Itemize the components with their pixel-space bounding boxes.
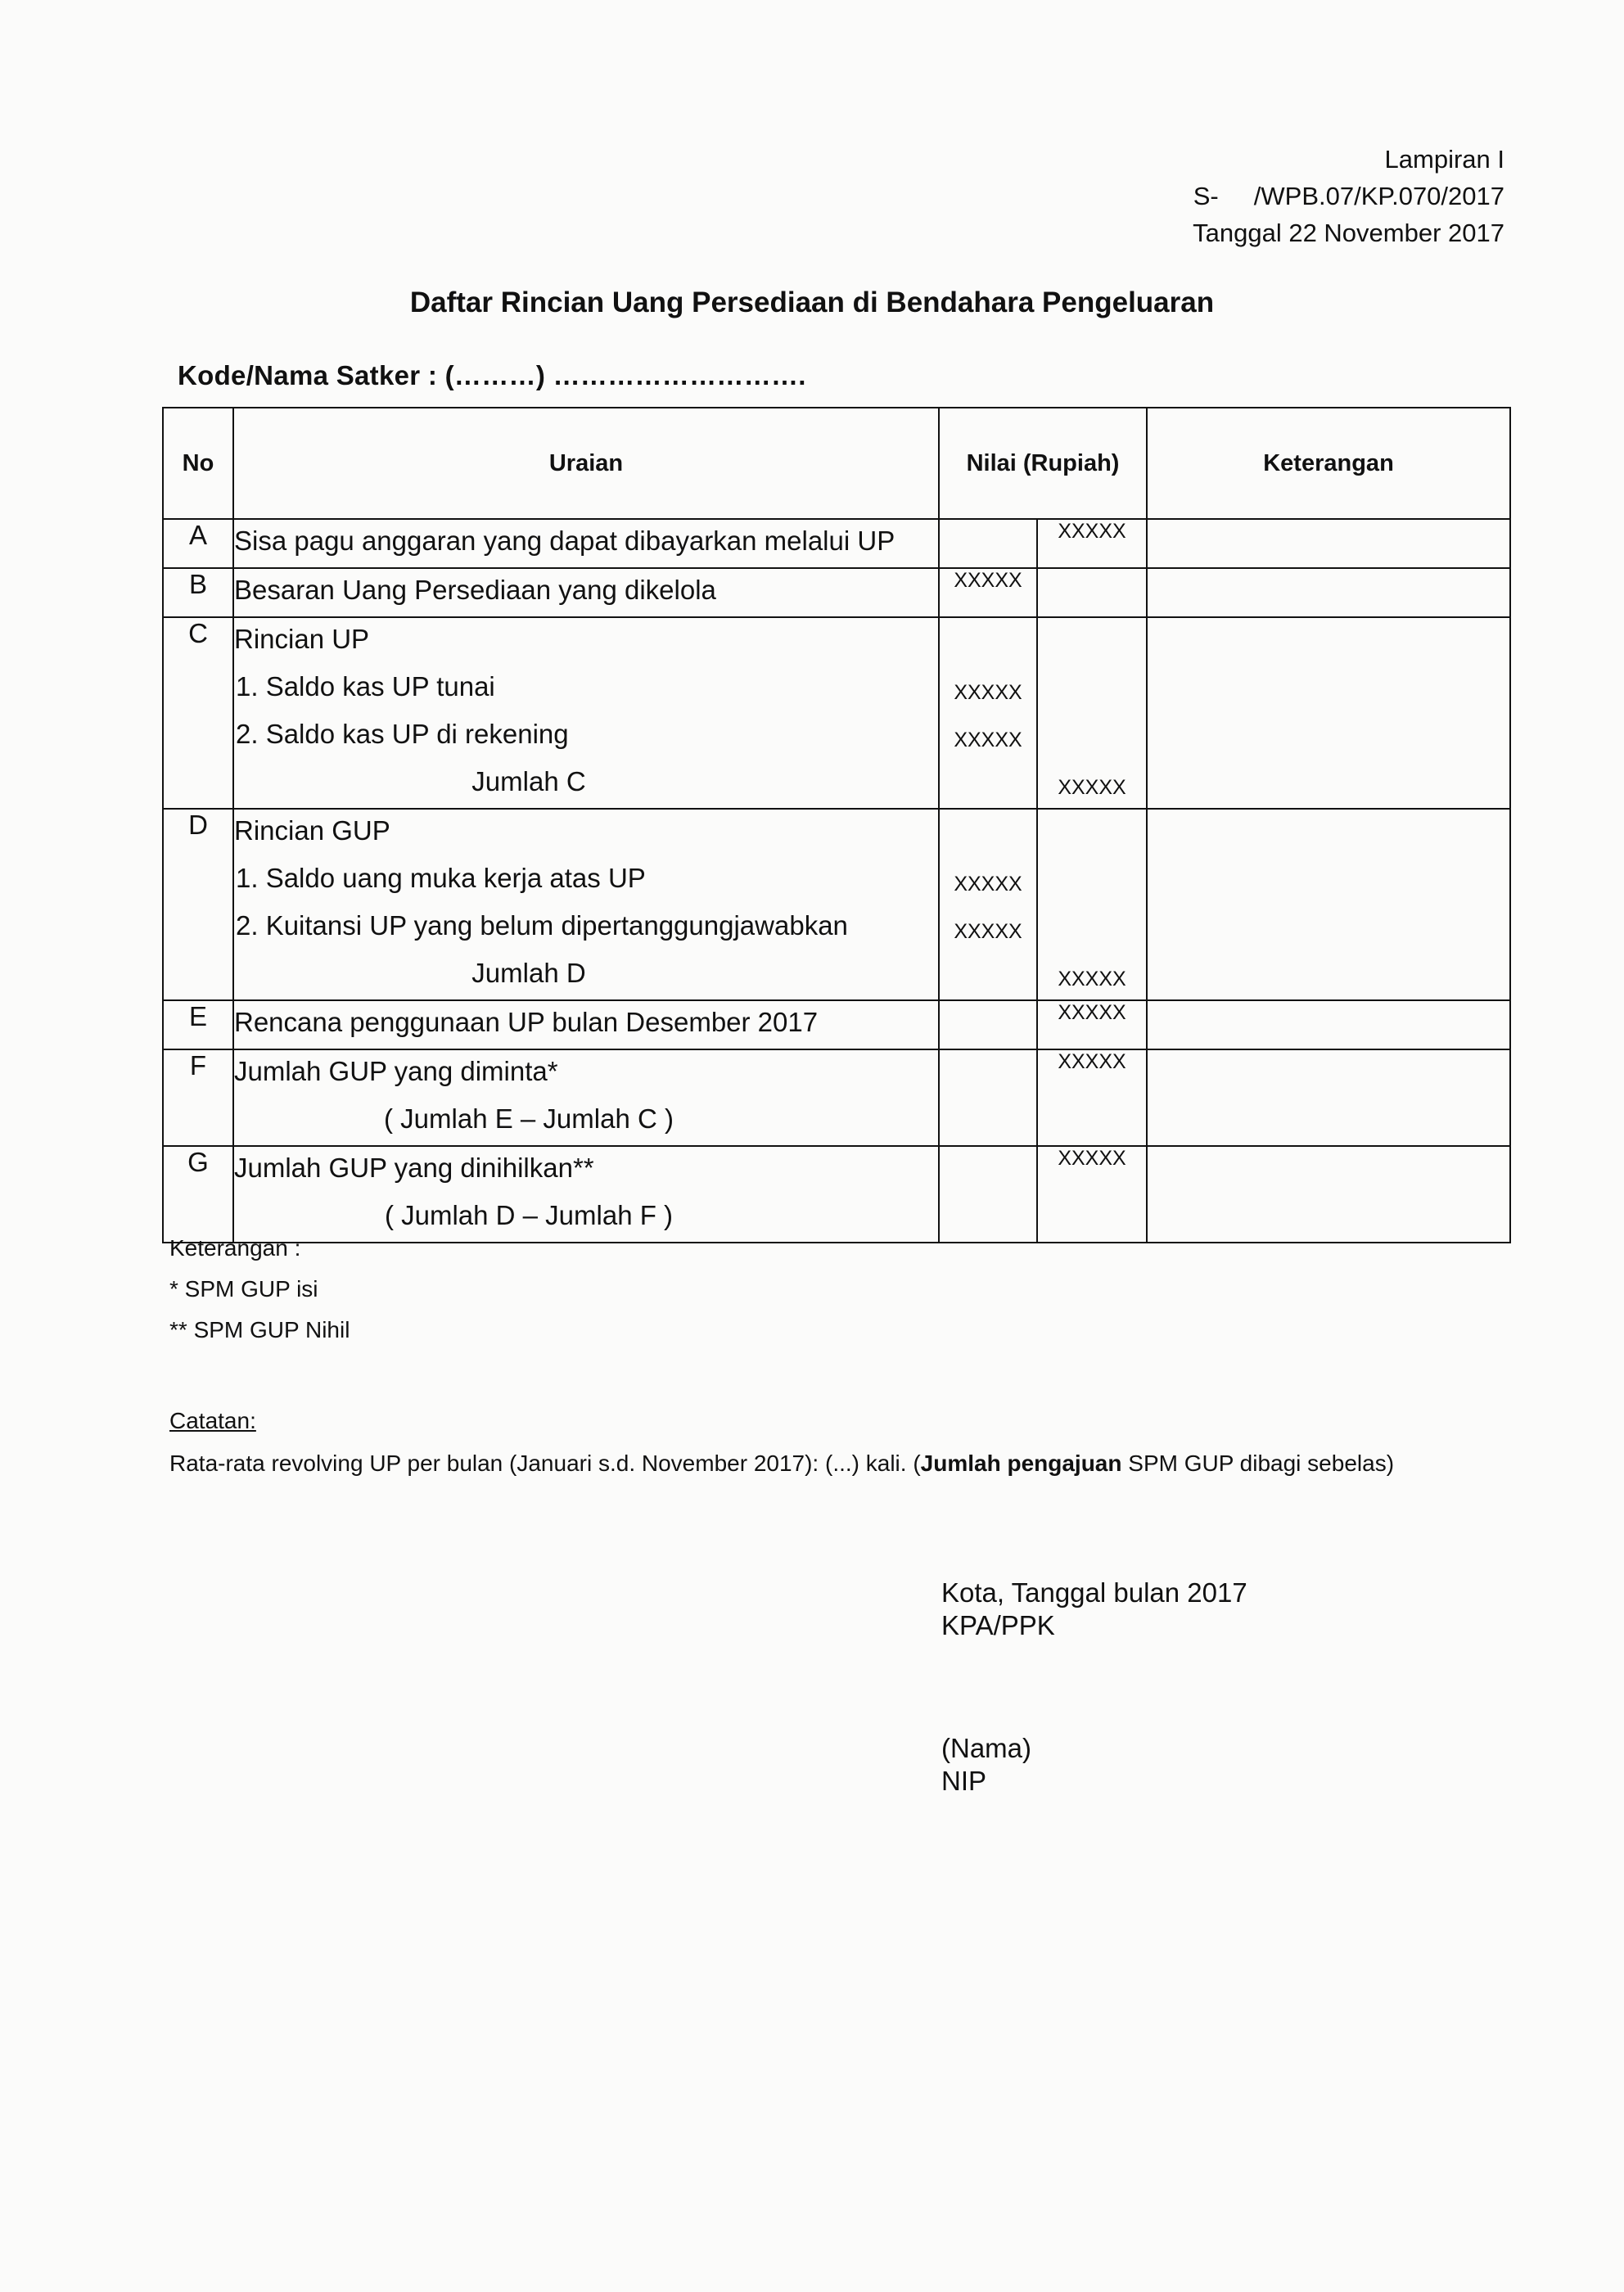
table-row bbox=[163, 1000, 1510, 1049]
catatan-text-bold: Jumlah pengajuan bbox=[920, 1451, 1122, 1476]
row-no: F bbox=[163, 1049, 233, 1146]
signature-place-date: Kota, Tanggal bulan 2017 bbox=[941, 1577, 1247, 1608]
catatan-heading: Catatan: bbox=[169, 1408, 256, 1433]
value-cell: XXXXX bbox=[1037, 1000, 1147, 1049]
value-cell bbox=[939, 519, 1037, 568]
keterangan-cell bbox=[1147, 1049, 1510, 1146]
row-no: B bbox=[163, 568, 233, 617]
header-no: No bbox=[163, 408, 233, 519]
value-text: XXXXX bbox=[954, 920, 1022, 943]
value-cell bbox=[939, 809, 1037, 1000]
table-row bbox=[163, 1049, 1510, 1146]
header-nilai: Nilai (Rupiah) bbox=[939, 408, 1147, 519]
row-uraian: Rincian GUP bbox=[234, 815, 390, 846]
row-uraian: Rincian UP bbox=[234, 624, 370, 654]
row-total: Jumlah C bbox=[471, 766, 586, 796]
table-row bbox=[163, 519, 1510, 568]
value-cell: XXXXX bbox=[939, 568, 1037, 617]
row-total: Jumlah D bbox=[471, 958, 586, 988]
document-title: Daftar Rincian Uang Persediaan di Bendahara Pengeluaran bbox=[409, 286, 1215, 318]
keterangan-cell bbox=[1147, 1000, 1510, 1049]
keterangan-cell bbox=[1147, 617, 1510, 809]
catatan-text-part: Rata-rata revolving UP per bulan (Januari s.d. November 2017): (...) kali. ( bbox=[169, 1451, 921, 1476]
row-uraian: Jumlah GUP yang dinihilkan** bbox=[234, 1153, 594, 1183]
table-row bbox=[163, 617, 1510, 809]
value-cell bbox=[939, 1146, 1037, 1243]
table-row bbox=[163, 809, 1510, 1000]
header-keterangan: Keterangan bbox=[1147, 408, 1510, 519]
keterangan-cell bbox=[1147, 1146, 1510, 1243]
row-uraian: Sisa pagu anggaran yang dapat dibayarkan melalui UP bbox=[234, 526, 895, 556]
catatan-text-part: SPM GUP dibagi sebelas) bbox=[1121, 1451, 1395, 1476]
signature-role: KPA/PPK bbox=[941, 1610, 1055, 1640]
row-formula: ( Jumlah D – Jumlah F ) bbox=[384, 1200, 674, 1230]
value-text: XXXXX bbox=[954, 729, 1022, 751]
signature-name: (Nama) bbox=[941, 1733, 1032, 1763]
table-header-row bbox=[163, 408, 1510, 519]
note-item: ** SPM GUP Nihil bbox=[169, 1317, 350, 1342]
value-cell bbox=[1037, 617, 1147, 809]
letter-number: S- /WPB.07/KP.070/2017 bbox=[1193, 182, 1504, 210]
row-no: G bbox=[163, 1146, 233, 1243]
attachment-label: Lampiran I bbox=[1384, 145, 1504, 174]
value-cell bbox=[1037, 809, 1147, 1000]
value-cell: XXXXX bbox=[1037, 519, 1147, 568]
value-text: XXXXX bbox=[954, 681, 1022, 704]
row-item: 1. Saldo uang muka kerja atas UP bbox=[236, 863, 646, 893]
notes-section bbox=[169, 1228, 350, 1351]
value-cell bbox=[939, 617, 1037, 809]
value-cell: XXXXX bbox=[1037, 1049, 1147, 1146]
value-text: XXXXX bbox=[954, 873, 1022, 896]
value-cell bbox=[939, 1049, 1037, 1146]
signature-nip: NIP bbox=[941, 1766, 987, 1796]
value-text: XXXXX bbox=[1058, 968, 1126, 990]
row-uraian: Jumlah GUP yang diminta* bbox=[234, 1056, 558, 1086]
row-formula: ( Jumlah E – Jumlah C ) bbox=[384, 1103, 674, 1134]
value-text: XXXXX bbox=[1058, 776, 1126, 799]
keterangan-cell bbox=[1147, 519, 1510, 568]
attachment-header bbox=[1193, 141, 1504, 251]
row-item: 2. Kuitansi UP yang belum dipertanggungjawabkan bbox=[236, 910, 848, 941]
row-no: D bbox=[163, 809, 233, 1000]
row-no: E bbox=[163, 1000, 233, 1049]
row-item: 1. Saldo kas UP tunai bbox=[236, 671, 495, 702]
note-item: * SPM GUP isi bbox=[169, 1276, 318, 1302]
table-row bbox=[163, 1146, 1510, 1243]
header-uraian: Uraian bbox=[233, 408, 939, 519]
rincian-table bbox=[162, 407, 1511, 1243]
row-no: A bbox=[163, 519, 233, 568]
keterangan-cell bbox=[1147, 809, 1510, 1000]
row-item: 2. Saldo kas UP di rekening bbox=[236, 719, 569, 749]
letter-date: Tanggal 22 November 2017 bbox=[1193, 219, 1504, 247]
row-uraian: Besaran Uang Persediaan yang dikelola bbox=[234, 575, 716, 605]
signature-block bbox=[941, 1577, 1247, 1798]
row-uraian: Rencana penggunaan UP bulan Desember 2017 bbox=[234, 1007, 819, 1037]
keterangan-cell bbox=[1147, 568, 1510, 617]
notes-heading: Keterangan : bbox=[169, 1235, 301, 1261]
table-row bbox=[163, 568, 1510, 617]
value-cell: XXXXX bbox=[1037, 1146, 1147, 1243]
catatan-text bbox=[169, 1451, 1394, 1477]
value-cell bbox=[1037, 568, 1147, 617]
value-cell bbox=[939, 1000, 1037, 1049]
row-no: C bbox=[163, 617, 233, 809]
satker-field: Kode/Nama Satker : (………) ………………………. bbox=[178, 360, 806, 390]
